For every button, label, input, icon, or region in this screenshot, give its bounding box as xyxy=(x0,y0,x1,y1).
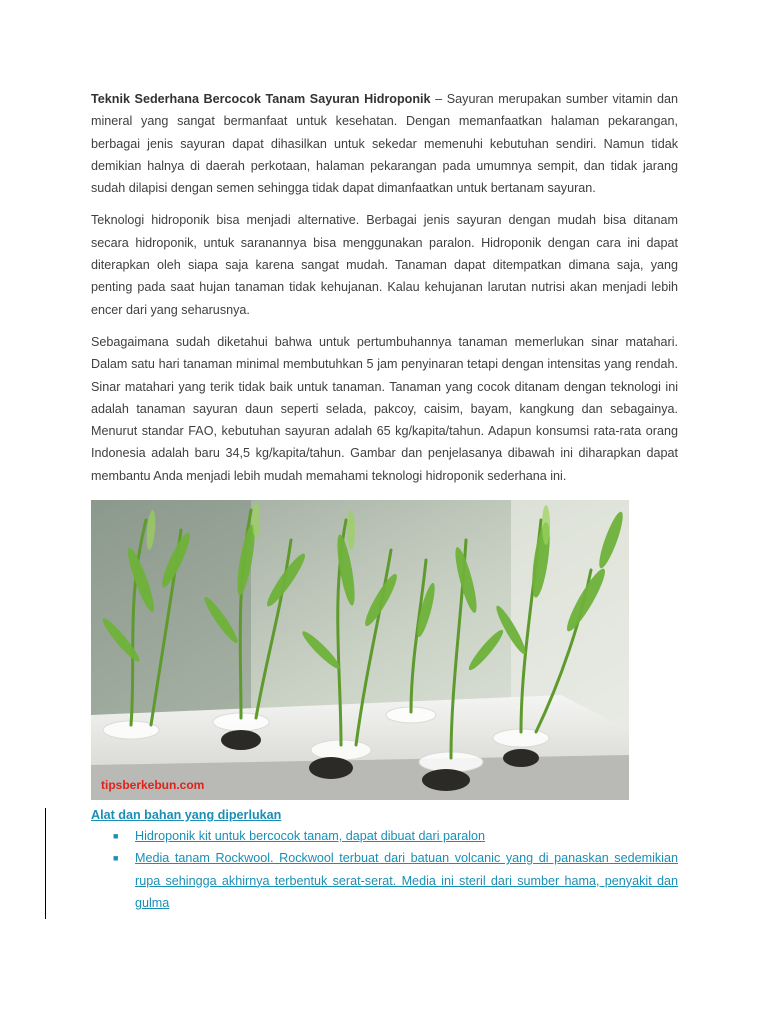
tools-item-text[interactable]: Media tanam Rockwool. Rockwool terbuat dari batuan volcanic yang di panaskan sedemikian rupa sehingga akhirnya terbentuk serat-serat. Media ini steril dari sumber hama, penyakit dan gulma xyxy=(135,851,678,910)
tools-list-item[interactable] xyxy=(91,847,678,914)
revision-change-bar xyxy=(45,808,46,919)
photo-watermark: tipsberkebun.com xyxy=(101,778,205,792)
intro-text: Sayuran merupakan sumber vitamin dan mineral yang sangat bermanfaat untuk kesehatan. Dengan memanfaatkan halaman pekarangan, berbagai jenis sayuran dapat dihasilkan untuk sekedar memenuhi kebutuhan sendiri. Namun tidak demikian halnya di daerah perkotaan, halaman pekarangan pada umumnya sempit, dan tidak jarang sudah dilapisi dengan semen sehingga tidak dapat dimanfaatkan untuk bertanam sayuran. xyxy=(91,92,678,196)
square-bullet-icon: ■ xyxy=(113,831,119,841)
paragraph-sunlight-needs: Sebagaimana sudah diketahui bahwa untuk pertumbuhannya tanaman memerlukan sinar matahari. Dalam satu hari tanaman minimal membutuhkan 5 jam penyinaran tetapi dengan intensitas yang rendah. Sinar matahari yang terik tidak baik untuk tanaman. Tanaman yang cocok ditanam dengan teknologi ini adalah tanaman sayuran daun seperti selada, pakcoy, caisim, bayam, kangkung dan sebagainya. Menurut standar FAO, kebutuhan sayuran adalah 65 kg/kapita/tahun. Adapun konsumsi rata-rata orang Indonesia adalah baru 34,5 kg/kapita/tahun. Gambar dan penjelasanya dibawah ini diharapkan dapat membantu Anda menjadi lebih mudah memahami teknologi hidroponik sederhana ini. xyxy=(91,334,678,483)
article-title: Teknik Sederhana Bercocok Tanam Sayuran Hidroponik xyxy=(91,92,431,106)
tools-heading-link[interactable]: Alat dan bahan yang diperlukan xyxy=(91,808,282,822)
tools-item-text[interactable]: Hidroponik kit untuk bercocok tanam, dapat dibuat dari paralon xyxy=(135,829,486,843)
tools-section xyxy=(91,805,678,914)
tools-list-item[interactable] xyxy=(91,825,678,847)
square-bullet-icon: ■ xyxy=(113,853,119,864)
title-dash: – xyxy=(430,92,447,106)
hydroponic-plants-photo xyxy=(91,500,629,800)
plants-illustration xyxy=(91,500,629,800)
tools-list xyxy=(91,825,678,914)
paragraph-hydroponic-alternative: Teknologi hidroponik bisa menjadi alternative. Berbagai jenis sayuran dengan mudah bisa ditanam secara hidroponik, untuk saranannya bisa menggunakan paralon. Hidroponik dengan cara ini dapat diterapkan oleh siapa saja karena sangat mudah. Tanaman dapat ditempatkan dimana saja, yang penting pada saat hujan tanaman tidak kehujanan. Kalau kehujanan larutan nutrisi akan menjadi lebih encer dari yang seharusnya. xyxy=(91,213,678,317)
intro-paragraph xyxy=(91,88,678,199)
article-body xyxy=(91,88,678,497)
